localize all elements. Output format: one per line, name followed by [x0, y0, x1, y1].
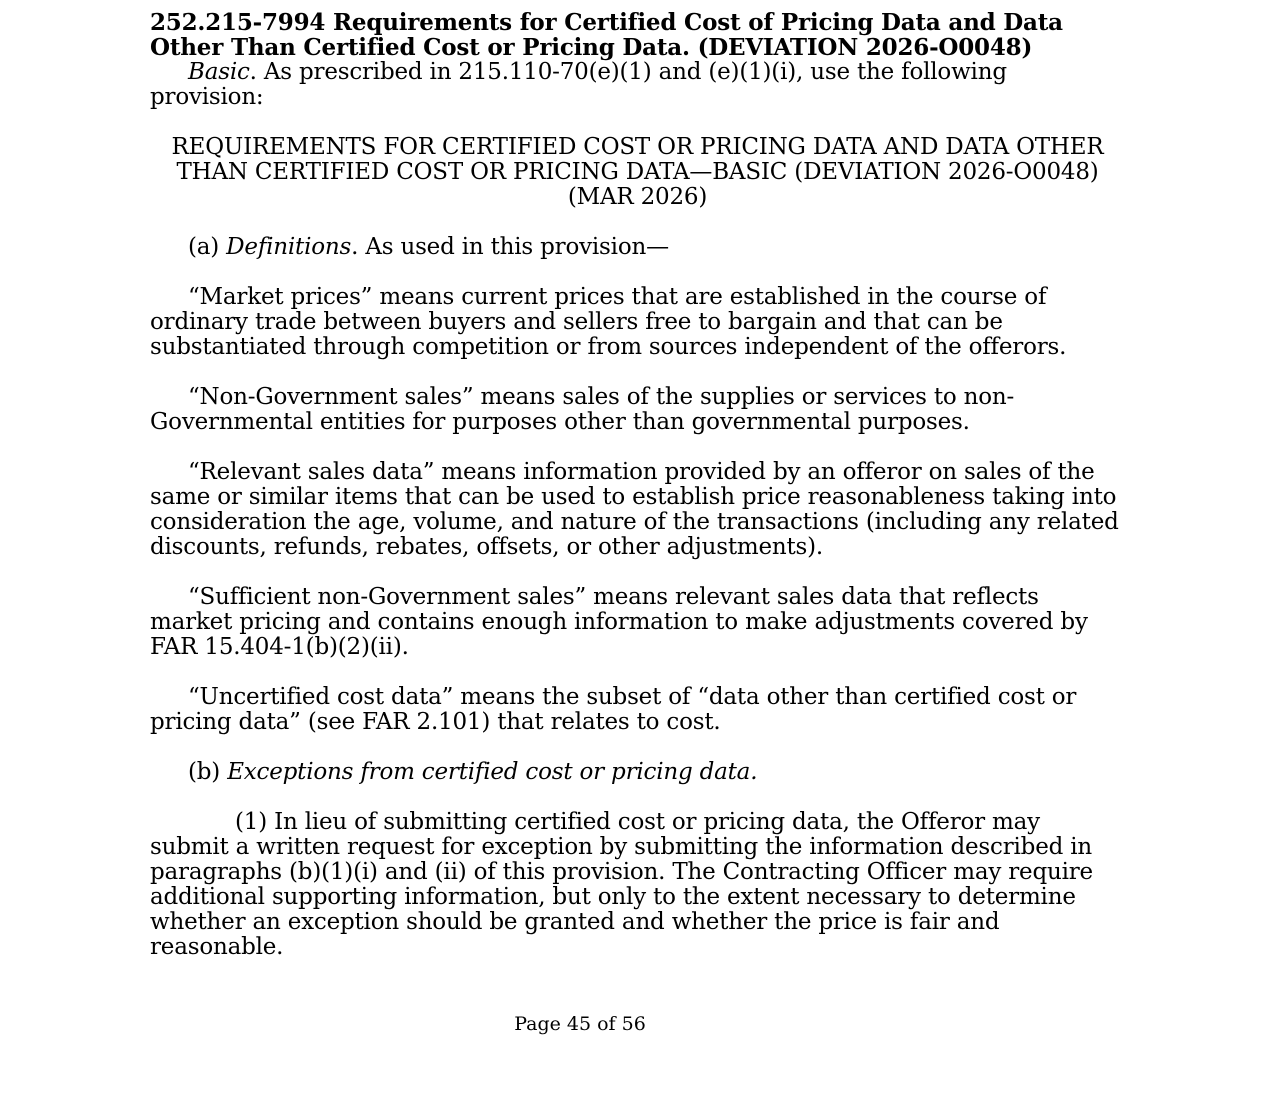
paragraph-b-label: (b) [188, 759, 228, 785]
paragraph-a-label: (a) [188, 234, 227, 260]
paragraph-b-title: Exceptions from certified cost or pricing data. [227, 759, 758, 785]
prescription-text: . As prescribed in 215.110-70(e)(1) and (e)(1)(i), use the following provision: [150, 59, 1007, 110]
paragraph-a [150, 235, 1125, 260]
page-number-footer: Page 45 of 56 [514, 1013, 646, 1035]
definition-sufficient-non-government-sales: “Sufficient non-Government sales” means relevant sales data that reflects market pricing and contains enough information to make adjustments covered by FAR 15.404-1(b)(2)(ii). [150, 584, 1088, 660]
prescription-paragraph [150, 60, 1125, 110]
definition-uncertified-cost-data: “Uncertified cost data” means the subset of “data other than certified cost or pricing data” (see FAR 2.101) that relates to cost. [150, 684, 1077, 735]
prescription-lead: Basic [188, 59, 250, 85]
definition-relevant-sales-data: “Relevant sales data” means information provided by an offeror on sales of the same or similar items that can be used to establish price reasonableness taking into consideration the age, volume, and nature of the transactions (including any related discounts, refunds, rebates, offsets, or other adjustments). [150, 459, 1119, 560]
paragraph-b-1: (1) In lieu of submitting certified cost or pricing data, the Offeror may submit a written request for exception by submitting the information described in paragraphs (b)(1)(i) and (ii) of this provision. The Contracting Officer may require additional supporting information, but only to the extent necessary to determine whether an exception should be granted and whether the price is fair and reasonable. [150, 809, 1093, 960]
definition-market-prices: “Market prices” means current prices that are established in the course of ordinary trade between buyers and sellers free to bargain and that can be substantiated through competition or from sources independent of the offerors. [150, 284, 1067, 360]
paragraph-a-title: Definitions [226, 234, 352, 260]
section-heading-line-2: Other Than Certified Cost or Pricing Data. (DEVIATION 2026-O0048) [150, 34, 1033, 61]
paragraph-a-text: . As used in this provision— [351, 234, 669, 260]
section-heading-line-1: 252.215-7994 Requirements for Certified Cost of Pricing Data and Data [150, 9, 1063, 36]
document-page [150, 10, 1125, 960]
clause-title: REQUIREMENTS FOR CERTIFIED COST OR PRICING DATA AND DATA OTHER THAN CERTIFIED COST OR PRICING DATA—BASIC (DEVIATION 2026-O0048) (MAR 2026) [171, 134, 1104, 210]
definition-non-government-sales: “Non-Government sales” means sales of the supplies or services to non-Governmental entities for purposes other than governmental purposes. [150, 384, 1015, 435]
paragraph-b [150, 760, 1125, 785]
